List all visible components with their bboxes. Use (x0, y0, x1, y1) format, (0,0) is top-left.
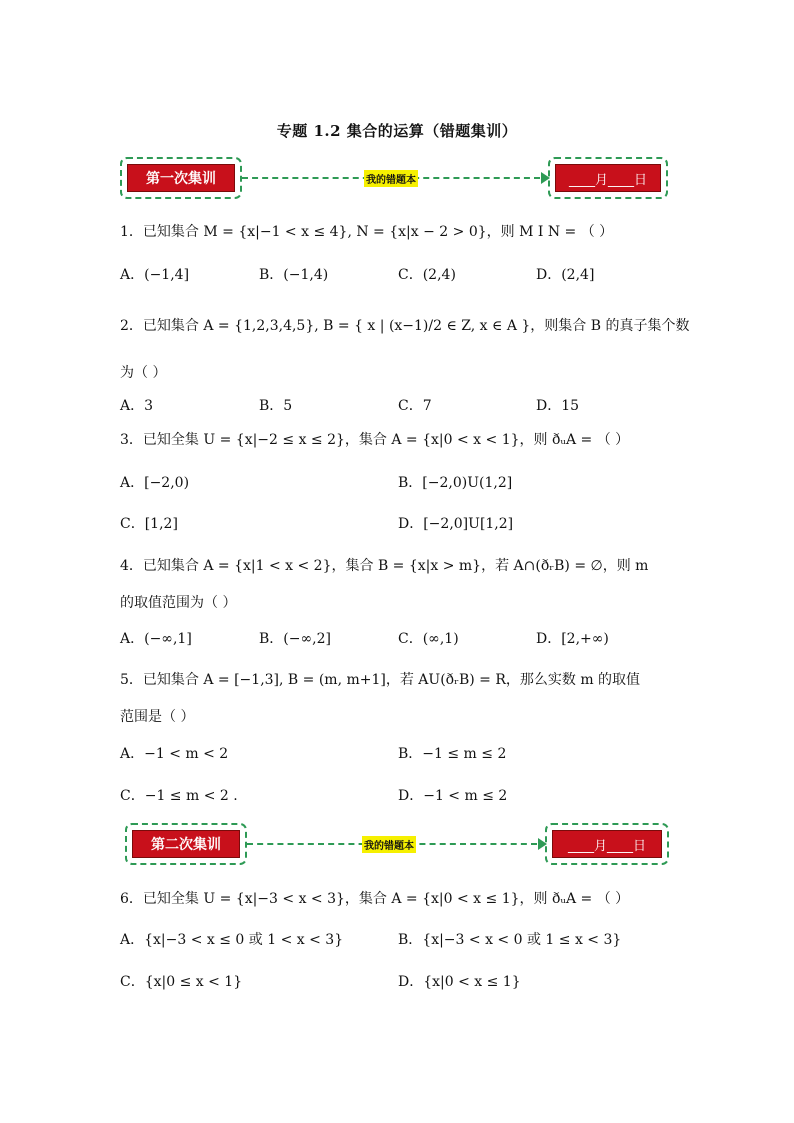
question-2-stem-line-2: 为（ ） (120, 365, 167, 381)
question-3-option-b: B．[−2,0)U(1,2] (398, 475, 513, 491)
question-4-stem-line-1: 4．已知集合 A = {x|1 < x < 2}，集合 B = {x|x > m}，若 A∩(ðᵣB) = ∅，则 m (120, 558, 649, 574)
question-4-option-b: B．(−∞,2] (259, 631, 331, 647)
question-3-option-a: A．[−2,0) (120, 475, 190, 491)
date-frame (545, 823, 669, 865)
date-field: ____月____日 (555, 164, 661, 192)
date-field: ____月____日 (552, 830, 662, 858)
question-4-option-a: A．(−∞,1] (120, 631, 192, 647)
training-banner-2 (125, 823, 670, 869)
question-6-stem: 6．已知全集 U = {x|−3 < x < 3}，集合 A = {x|0 < x ≤ 1}，则 ðᵤA = （ ） (120, 891, 630, 907)
question-4-stem-line-2: 的取值范围为（ ） (120, 595, 237, 611)
question-3-stem: 3．已知全集 U = {x|−2 ≤ x ≤ 2}，集合 A = {x|0 < x < 1}，则 ðᵤA = （ ） (120, 432, 630, 448)
question-6-option-d: D．{x|0 < x ≤ 1} (398, 974, 521, 990)
question-5-option-a: A．−1 < m < 2 (120, 746, 229, 762)
training-label: 第一次集训 (127, 164, 235, 192)
question-5-option-b: B．−1 ≤ m ≤ 2 (398, 746, 507, 762)
date-frame (548, 157, 668, 199)
question-6-option-b: B．{x|−3 < x < 0 或 1 ≤ x < 3} (398, 932, 622, 948)
training-label-frame (120, 157, 242, 199)
question-2-option-c: C．7 (398, 398, 432, 414)
question-1-option-d: D．(2,4] (536, 267, 595, 283)
question-5-option-d: D．−1 < m ≤ 2 (398, 788, 508, 804)
training-banner-1 (120, 157, 668, 203)
question-1-stem: 1．已知集合 M = {x|−1 < x ≤ 4}, N = {x|x − 2 > 0}，则 M I N = （ ） (120, 224, 614, 240)
question-4-option-d: D．[2,+∞) (536, 631, 609, 647)
question-1-option-c: C．(2,4) (398, 267, 456, 283)
question-2-option-b: B．5 (259, 398, 293, 414)
question-1-option-b: B．(−1,4) (259, 267, 329, 283)
question-5-stem-line-2: 范围是（ ） (120, 709, 195, 725)
training-label: 第二次集训 (132, 830, 240, 858)
question-5-option-c: C．−1 ≤ m < 2 . (120, 788, 238, 804)
question-2-option-a: A．3 (120, 398, 154, 414)
question-1-option-a: A．(−1,4] (120, 267, 190, 283)
question-2-option-d: D．15 (536, 398, 580, 414)
question-5-stem-line-1: 5．已知集合 A = [−1,3], B = (m, m+1]，若 AU(ðᵣB) = R，那么实数 m 的取值 (120, 672, 641, 688)
mistake-book-tag: 我的错题本 (362, 836, 416, 853)
question-6-option-a: A．{x|−3 < x ≤ 0 或 1 < x < 3} (120, 932, 344, 948)
question-4-option-c: C．(∞,1) (398, 631, 459, 647)
question-2-stem-line-1: 2．已知集合 A = {1,2,3,4,5}, B = { x | (x−1)/2 ∈ Z, x ∈ A }，则集合 B 的真子集个数 (120, 318, 690, 334)
question-6-option-c: C．{x|0 ≤ x < 1} (120, 974, 243, 990)
training-label-frame (125, 823, 247, 865)
page-title: 专题 1.2 集合的运算（错题集训） (276, 122, 518, 140)
question-3-option-d: D．[−2,0]U[1,2] (398, 516, 514, 532)
question-3-option-c: C．[1,2] (120, 516, 178, 532)
mistake-book-tag: 我的错题本 (364, 170, 418, 187)
